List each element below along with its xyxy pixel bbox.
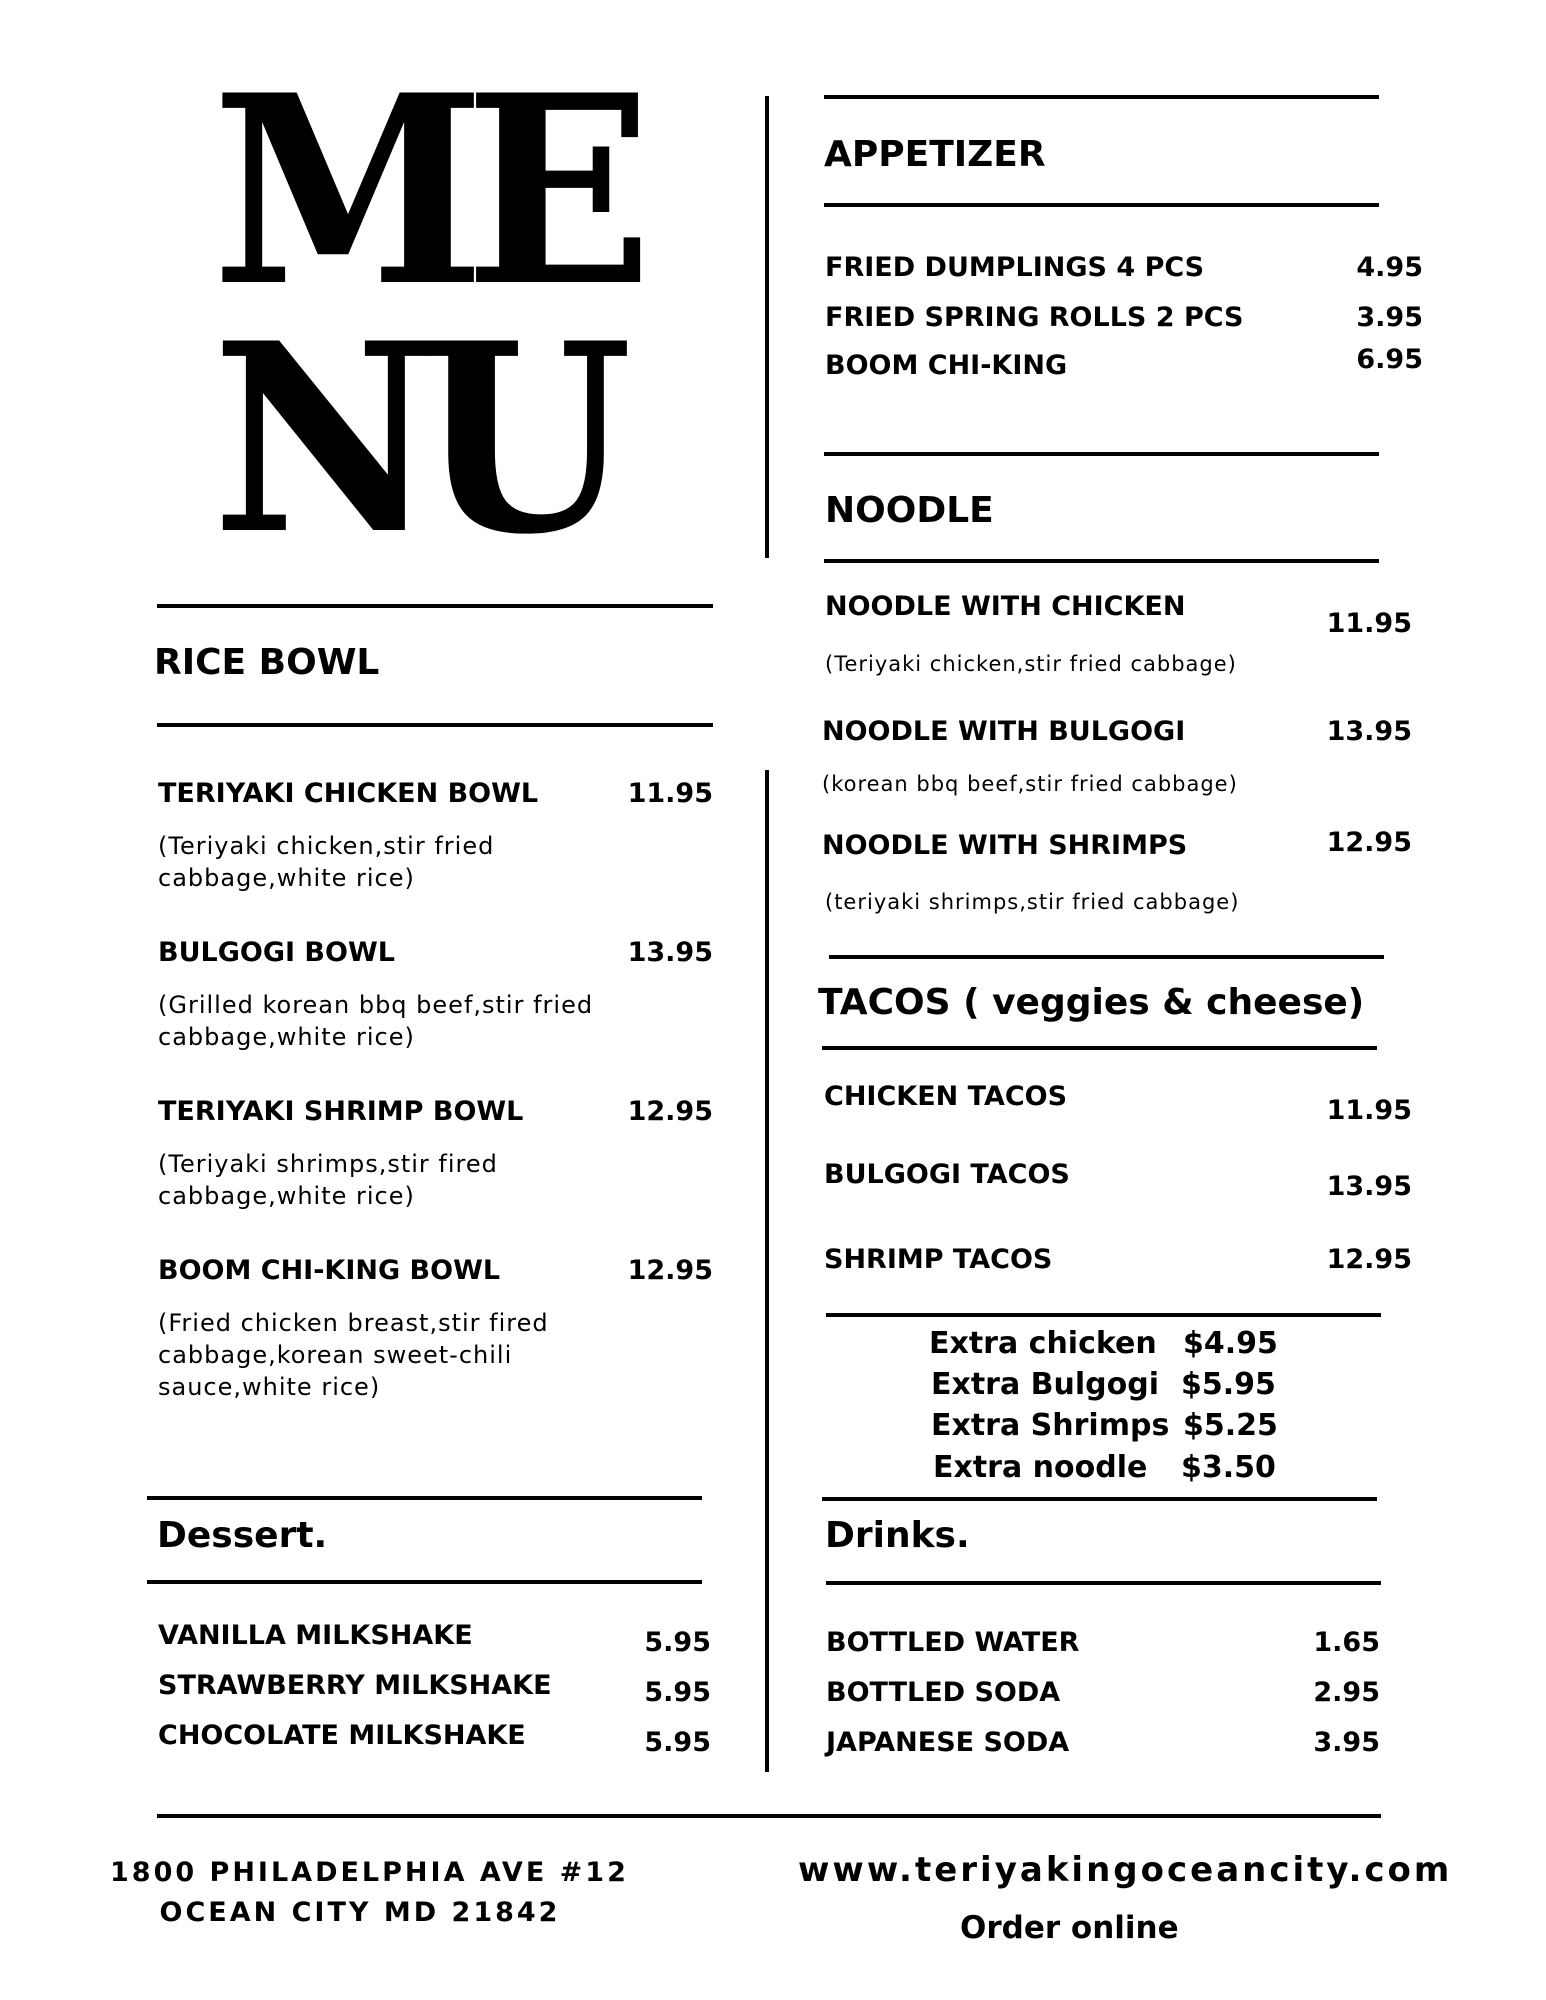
dessert-item-name: CHOCOLATE MILKSHAKE bbox=[158, 1720, 526, 1751]
rice-item-desc: (Teriyaki shrimps,stir fired cabbage,white rice) bbox=[158, 1150, 498, 1210]
drinks-item-price: 3.95 bbox=[1313, 1727, 1380, 1758]
rice-item-price: 12.95 bbox=[627, 1255, 713, 1286]
address-line1: 1800 PHILADELPHIA AVE #12 bbox=[110, 1857, 629, 1888]
dessert-item-price: 5.95 bbox=[644, 1627, 711, 1658]
noodle-item-name: NOODLE WITH SHRIMPS bbox=[822, 830, 1188, 861]
appetizer-rule-top bbox=[824, 95, 1379, 99]
dessert-rule-bottom bbox=[147, 1580, 702, 1584]
dessert-rule-top bbox=[147, 1496, 702, 1500]
rice-item-price: 11.95 bbox=[627, 778, 713, 809]
extra-item-price: $4.95 bbox=[1183, 1326, 1278, 1361]
extra-item-price: $5.25 bbox=[1183, 1408, 1278, 1443]
drinks-rule-top bbox=[822, 1497, 1377, 1501]
noodle-item-desc: (korean bbq beef,stir fried cabbage) bbox=[822, 772, 1238, 796]
dessert-item-name: VANILLA MILKSHAKE bbox=[158, 1620, 473, 1651]
tacos-rule-top bbox=[829, 955, 1384, 959]
appetizer-heading: APPETIZER bbox=[824, 134, 1046, 175]
appetizer-item-price: 4.95 bbox=[1356, 252, 1423, 283]
dessert-item-price: 5.95 bbox=[644, 1677, 711, 1708]
tacos-item-price: 12.95 bbox=[1326, 1244, 1412, 1275]
rice-bowl-heading: RICE BOWL bbox=[154, 642, 380, 683]
menu-title-line2: NU bbox=[212, 287, 612, 592]
rice-item-desc: (Grilled korean bbq beef,stir fried cabbage,white rice) bbox=[158, 991, 594, 1051]
tacos-item-name: SHRIMP TACOS bbox=[824, 1244, 1053, 1275]
rice-item-desc: (Teriyaki chicken,stir fried cabbage,white rice) bbox=[158, 832, 495, 892]
tacos-item-price: 13.95 bbox=[1326, 1171, 1412, 1202]
noodle-item-desc: (teriyaki shrimps,stir fried cabbage) bbox=[825, 890, 1240, 914]
drinks-rule-bottom bbox=[826, 1581, 1381, 1585]
noodle-item-price: 11.95 bbox=[1326, 608, 1412, 639]
tacos-rule-bottom bbox=[822, 1046, 1377, 1050]
tacos-heading: TACOS ( veggies & cheese) bbox=[818, 982, 1365, 1023]
column-divider-top bbox=[765, 96, 769, 558]
rice-item-name: TERIYAKI CHICKEN BOWL bbox=[158, 778, 539, 809]
noodle-item-price: 12.95 bbox=[1326, 827, 1412, 858]
drinks-heading: Drinks. bbox=[825, 1515, 970, 1556]
rice-item-name: TERIYAKI SHRIMP BOWL bbox=[158, 1096, 524, 1127]
extra-item-price: $3.50 bbox=[1181, 1450, 1276, 1485]
appetizer-item-name: BOOM CHI-KING bbox=[825, 350, 1068, 381]
appetizer-item-name: FRIED SPRING ROLLS 2 PCS bbox=[825, 302, 1244, 333]
noodle-rule-top bbox=[824, 452, 1379, 456]
column-divider-bottom bbox=[765, 770, 769, 1772]
noodle-item-name: NOODLE WITH CHICKEN bbox=[825, 591, 1186, 622]
extra-item-name: Extra Bulgogi bbox=[931, 1367, 1160, 1402]
dessert-heading: Dessert. bbox=[157, 1515, 328, 1556]
dessert-item-name: STRAWBERRY MILKSHAKE bbox=[158, 1670, 552, 1701]
rice-item-name: BULGOGI BOWL bbox=[158, 937, 395, 968]
appetizer-item-price: 3.95 bbox=[1356, 302, 1423, 333]
extra-item-name: Extra noodle bbox=[933, 1450, 1148, 1485]
extras-rule-top bbox=[826, 1313, 1381, 1317]
extra-item-price: $5.95 bbox=[1181, 1367, 1276, 1402]
noodle-item-name: NOODLE WITH BULGOGI bbox=[822, 716, 1186, 747]
drinks-item-price: 1.65 bbox=[1313, 1627, 1380, 1658]
rice-item-price: 12.95 bbox=[627, 1096, 713, 1127]
drinks-item-name: BOTTLED WATER bbox=[826, 1627, 1080, 1658]
website-link[interactable]: www.teriyakingoceancity.com bbox=[798, 1850, 1453, 1890]
rice-item-name: BOOM CHI-KING BOWL bbox=[158, 1255, 501, 1286]
rice-item-desc: (Fried chicken breast,stir fired cabbage,korean sweet-chili sauce,white rice) bbox=[158, 1309, 549, 1401]
extra-item-name: Extra Shrimps bbox=[931, 1408, 1170, 1443]
noodle-heading: NOODLE bbox=[825, 490, 994, 531]
drinks-item-name: BOTTLED SODA bbox=[826, 1677, 1061, 1708]
rice-item-price: 13.95 bbox=[627, 937, 713, 968]
rice-bowl-rule-bottom bbox=[157, 723, 713, 727]
appetizer-item-price: 6.95 bbox=[1356, 344, 1423, 375]
tacos-item-name: BULGOGI TACOS bbox=[824, 1159, 1070, 1190]
appetizer-rule-bottom bbox=[824, 203, 1379, 207]
drinks-item-price: 2.95 bbox=[1313, 1677, 1380, 1708]
extra-item-name: Extra chicken bbox=[929, 1326, 1157, 1361]
footer-rule bbox=[157, 1814, 1381, 1818]
drinks-item-name: JAPANESE SODA bbox=[826, 1727, 1070, 1758]
menu-title-line1: ME bbox=[212, 39, 632, 344]
noodle-rule-bottom bbox=[824, 559, 1379, 563]
noodle-item-price: 13.95 bbox=[1326, 716, 1412, 747]
dessert-item-price: 5.95 bbox=[644, 1727, 711, 1758]
address-line2: OCEAN CITY MD 21842 bbox=[159, 1897, 561, 1928]
noodle-item-desc: (Teriyaki chicken,stir fried cabbage) bbox=[825, 652, 1237, 676]
rice-bowl-rule-top bbox=[157, 604, 713, 608]
order-online-link[interactable]: Order online bbox=[960, 1910, 1179, 1946]
appetizer-item-name: FRIED DUMPLINGS 4 PCS bbox=[825, 252, 1205, 283]
tacos-item-price: 11.95 bbox=[1326, 1095, 1412, 1126]
tacos-item-name: CHICKEN TACOS bbox=[824, 1081, 1068, 1112]
